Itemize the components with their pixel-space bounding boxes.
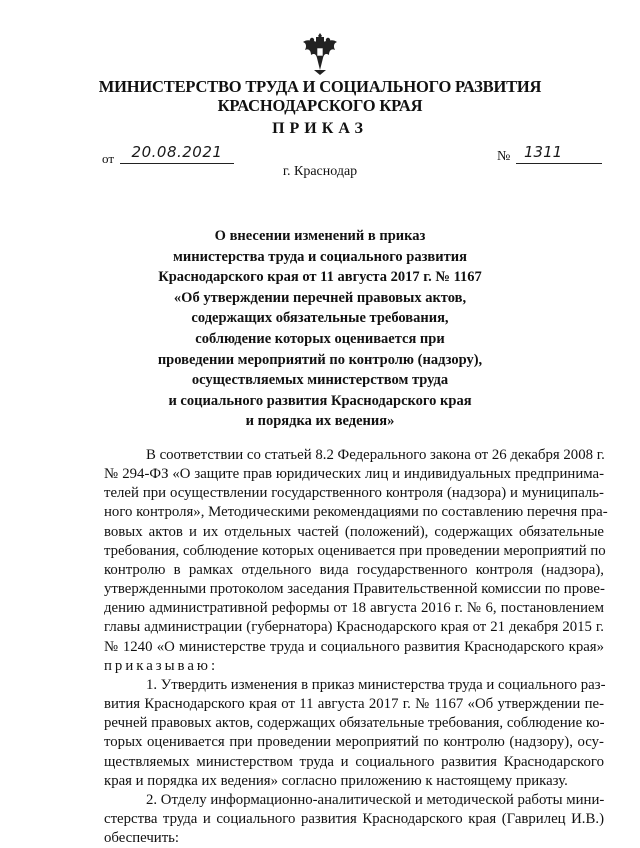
text-line: утвержденными протоколом заседания Правительственной комиссии по прове- [104,581,605,598]
text-line: обеспечить: [104,830,180,847]
subject-line: Краснодарского края от 11 августа 2017 г. № 1167 [158,269,482,286]
handwritten-number: 1311 [524,143,563,161]
subject-line: «Об утверждении перечней правовых актов, [173,289,467,306]
coat-of-arms-emblem [300,30,340,76]
ministry-title [80,77,560,115]
text-line: торых оценивается при проведении мероприятий по контролю (надзору), осу- [104,734,604,751]
city-name: г. Краснодар [282,164,358,179]
text-line: края и порядка их ведения» согласно приложению к настоящему приказу. [104,772,568,789]
subject-line: содержащих обязательные требования, [191,310,449,327]
subject-line: проведении мероприятий по контролю (надзору), [157,351,483,368]
ministry-title-line1: МИНИСТЕРСТВО ТРУДА И СОЦИАЛЬНОГО РАЗВИТИЯ [98,77,542,96]
text-line: речней правовых актов, содержащих обязательные требования, соблюдение ко- [104,715,605,732]
ministry-title-line2: КРАСНОДАРСКОГО КРАЯ [217,96,423,115]
text-line: стерства труда и социального развития Краснодарского края (Гаврилец И.В.) [104,810,604,827]
order-word: приказываю: [104,657,219,674]
handwritten-date: 20.08.2021 [131,143,223,161]
text-line: № 294-ФЗ «О защите прав юридических лиц и индивидуальных предпринима- [104,466,604,483]
text-line: вовых актов и их отдельных частей (положений), содержащих обязательные [104,523,604,540]
text-line: ществляемых министерством труда и социального развития Краснодарского [104,753,604,770]
text-line: ного контроля», Методическими рекомендациями по составлению перечня пра- [104,504,608,521]
date-prefix: от [102,151,115,166]
text-line: контролю в рамках отдельного вида государственного контроля (надзора), [104,561,604,578]
subject-line: О внесении изменений в приказ [214,228,426,244]
subject-line: и социального развития Краснодарского края [168,392,472,409]
preamble-paragraph [104,446,608,848]
text-line: вития Краснодарского края от 11 августа 2017 г. № 1167 «Об утверждении пе- [104,696,604,713]
text-line: 2. Отделу информационно-аналитической и методической работы мини- [146,791,605,808]
text-line: требования, соблюдение которых оценивается при проведении мероприятий по [104,542,606,559]
text-line: В соответствии со статьей 8.2 Федерального закона от 26 декабря 2008 г. [146,447,605,463]
number-prefix: № [497,149,511,164]
document-type-title: ПРИКАЗ [272,120,368,137]
subject-line: осуществляемых министерством труда [191,372,449,389]
text-line: дению административной реформы от 18 августа 2016 г. № 6, постановлением [104,600,604,617]
subject-line: и порядка их ведения» [245,413,395,430]
order-subject [140,226,500,432]
text-line: 1. Утвердить изменения в приказ министерства труда и социального раз- [146,676,606,693]
subject-line: министерства труда и социального развития [173,248,467,265]
subject-line: соблюдение которых оценивается при [195,330,445,347]
text-line: главы администрации (губернатора) Краснодарского края от 21 декабря 2015 г. [104,619,604,636]
text-line: телей при осуществлении государственного контроля (надзора) и муниципаль- [104,485,604,502]
text-line: № 1240 «О министерстве труда и социального развития Краснодарского края» [104,638,604,655]
